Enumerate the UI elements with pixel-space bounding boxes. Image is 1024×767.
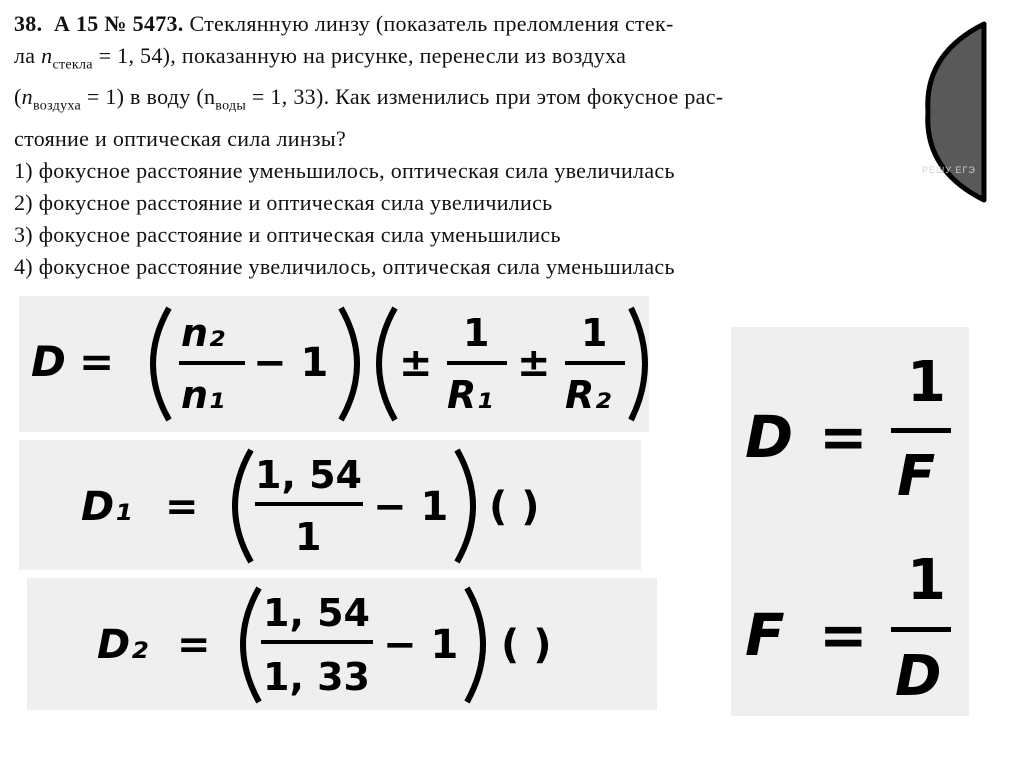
problem-line-1-text: Стеклянную линзу (показатель преломления стек- xyxy=(189,11,674,36)
formula-d2-empty-paren: ( ) xyxy=(501,622,552,668)
formula-d1-num: 1, 54 xyxy=(255,453,362,497)
formula-power-d-num: 1 xyxy=(907,350,946,415)
formula-d1-equals: = xyxy=(165,484,199,530)
formula-power-d-fraction-bar xyxy=(891,428,951,433)
answer-option-3: 3) фокусное расстояние и оптическая сила уменьшились xyxy=(14,221,561,247)
formula-d1-fraction-bar xyxy=(255,502,363,506)
problem-line-4: стояние и оптическая сила линзы? xyxy=(14,125,347,151)
formula-general-equals: = xyxy=(79,337,115,386)
formula-general-paren-left xyxy=(153,308,169,420)
n-glass-sub: стекла xyxy=(52,57,93,73)
formula-power-f-equals: = xyxy=(819,601,868,669)
formula-general-r1: R₁ xyxy=(447,373,493,417)
formula-power-d-den: F xyxy=(897,444,936,509)
problem-text xyxy=(14,8,892,283)
formula-d2-num: 1, 54 xyxy=(263,591,370,635)
answer-option-4: 4) фокусное расстояние увеличилось, оптическая сила уменьшилась xyxy=(14,253,675,279)
formula-d1-box xyxy=(19,440,641,570)
formula-power-d-lhs: D xyxy=(745,403,794,471)
formula-general-pm-2: ± xyxy=(517,340,551,386)
formula-power-box xyxy=(731,327,969,716)
n-water-sub: воды xyxy=(215,98,247,114)
n-water-value: = 1, 33 xyxy=(251,84,316,110)
formula-general-fraction-bar xyxy=(179,361,245,365)
formula-power-svg xyxy=(731,327,969,716)
formula-general-svg xyxy=(19,296,649,432)
formula-power-f-fraction-bar xyxy=(891,627,951,632)
formula-d1-minus-one: − 1 xyxy=(373,484,449,530)
formula-general-one-1: 1 xyxy=(463,311,490,355)
watermark-text: РЕШУ ЕГЭ xyxy=(922,165,976,175)
formula-power-f-lhs: F xyxy=(745,601,785,669)
n-air-symbol: n xyxy=(21,84,33,110)
formula-d1-paren-right xyxy=(457,450,473,562)
formula-general-lhs: D xyxy=(31,337,66,386)
n-air-sub: воздуха xyxy=(32,98,81,114)
formula-d1-svg xyxy=(19,440,641,570)
formula-general-box xyxy=(19,296,649,432)
n-glass-symbol: n xyxy=(41,43,53,68)
formula-power-d-equals: = xyxy=(819,403,868,471)
formula-d2-box xyxy=(27,578,657,710)
formula-general-paren-left-2 xyxy=(379,308,395,420)
answer-option-2: 2) фокусное расстояние и оптическая сила увеличились xyxy=(14,189,553,215)
formula-d1-den: 1 xyxy=(295,515,322,559)
air-open: ( xyxy=(14,84,22,110)
formula-general-r2: R₂ xyxy=(565,373,611,417)
formula-d2-minus-one: − 1 xyxy=(383,622,459,668)
formula-general-one-2: 1 xyxy=(581,311,608,355)
formula-general-pm-1: ± xyxy=(399,340,433,386)
formula-power-f-num: 1 xyxy=(907,548,946,613)
formula-general-paren-right xyxy=(341,308,357,420)
line3-suffix: ). Как изменились при этом фокусное рас- xyxy=(315,84,724,110)
problem-number: 38. xyxy=(14,11,43,36)
formula-d2-den: 1, 33 xyxy=(263,655,370,699)
problem-line-3 xyxy=(14,81,892,122)
n-glass-value: = 1, 54 xyxy=(98,43,163,68)
formula-general-num: n₂ xyxy=(181,311,225,355)
formula-general-den: n₁ xyxy=(181,373,225,417)
formula-d1-paren-left xyxy=(235,450,251,562)
formula-d2-equals: = xyxy=(177,622,211,668)
formula-general-fraction-bar-2 xyxy=(447,361,507,365)
formula-d2-lhs: D₂ xyxy=(97,622,148,668)
line2-suffix: ), показанную на рисунке, перенесли из воздуха xyxy=(162,43,627,68)
formula-general-minus-one: − 1 xyxy=(253,340,329,386)
formula-general-fraction-bar-3 xyxy=(565,361,625,365)
formula-d2-paren-right xyxy=(467,588,483,702)
line2-prefix: ла xyxy=(14,43,36,68)
formula-d2-paren-left xyxy=(243,588,259,702)
lens-figure xyxy=(922,20,994,204)
formula-d1-empty-paren: ( ) xyxy=(489,484,540,530)
formula-d2-fraction-bar xyxy=(261,640,373,644)
formula-d2-svg xyxy=(27,578,657,710)
answer-option-1: 1) фокусное расстояние уменьшилось, оптическая сила увеличилась xyxy=(14,157,675,183)
n-air-value: = 1 xyxy=(86,84,117,110)
problem-line-2 xyxy=(14,40,892,81)
problem-line-1 xyxy=(14,8,892,40)
problem-code: А 15 № 5473. xyxy=(54,11,184,36)
formula-power-f-den: D xyxy=(895,644,942,709)
formula-general-paren-right-2 xyxy=(631,308,645,420)
formula-d1-lhs: D₁ xyxy=(81,484,132,530)
line3-middle: ) в воду (n xyxy=(116,84,216,110)
